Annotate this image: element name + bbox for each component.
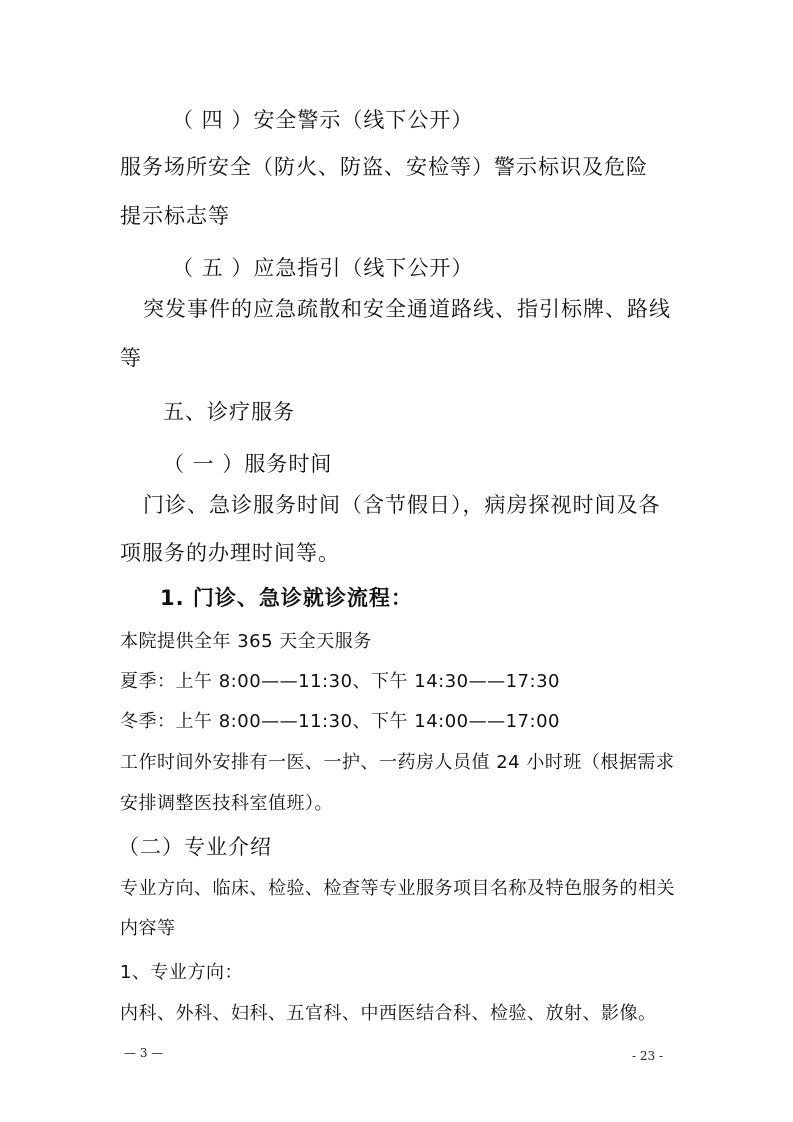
paragraph-line: 本院提供全年 365 天全天服务 [120, 631, 372, 652]
paragraph-line: 安排调整医技科室值班）。 [120, 793, 333, 814]
footer-page-number-right: - 23 - [632, 1049, 664, 1063]
specialty-list-line: 内科、外科、妇科、五官科、中西医结合科、检验、放射、影像。 [120, 1003, 657, 1024]
subheading-specialty-direction: 1、专业方向： [120, 962, 243, 983]
section-heading-service-time: （ 一 ）服务时间 [163, 452, 333, 476]
paragraph-line: 等 [120, 346, 142, 370]
section-heading-safety-warning: （ 四 ）安全警示（线下公开） [172, 108, 474, 132]
section-heading-emergency-guide: （ 五 ）应急指引（线下公开） [172, 256, 474, 280]
summer-hours-line: 夏季：上午 8:00——11:30、下午 14:30——17:30 [120, 671, 560, 692]
section-heading-medical-service: 五、诊疗服务 [163, 400, 295, 424]
paragraph-line: 专业方向、临床、检验、检查等专业服务项目名称及特色服务的相关 [120, 878, 675, 899]
section-heading-specialty: （二）专业介绍 [118, 835, 272, 859]
footer-page-number-left: — 3 — [124, 1046, 164, 1060]
paragraph-line: 项服务的办理时间等。 [120, 541, 340, 565]
paragraph-line: 提示标志等 [120, 204, 230, 228]
paragraph-line: 服务场所安全（防火、防盗、安检等）警示标识及危险 [120, 155, 648, 179]
paragraph-line: 门诊、急诊服务时间（含节假日），病房探视时间及各 [143, 493, 661, 517]
paragraph-line: 工作时间外安排有一医、一护、一药房人员值 24 小时班（根据需求 [120, 752, 675, 773]
paragraph-line: 突发事件的应急疏散和安全通道路线、指引标牌、路线 [143, 297, 671, 321]
winter-hours-line: 冬季：上午 8:00——11:30、下午 14:00——17:00 [120, 711, 560, 732]
paragraph-line: 内容等 [120, 918, 176, 939]
subheading-clinic-process: 1. 门诊、急诊就诊流程： [160, 586, 413, 610]
